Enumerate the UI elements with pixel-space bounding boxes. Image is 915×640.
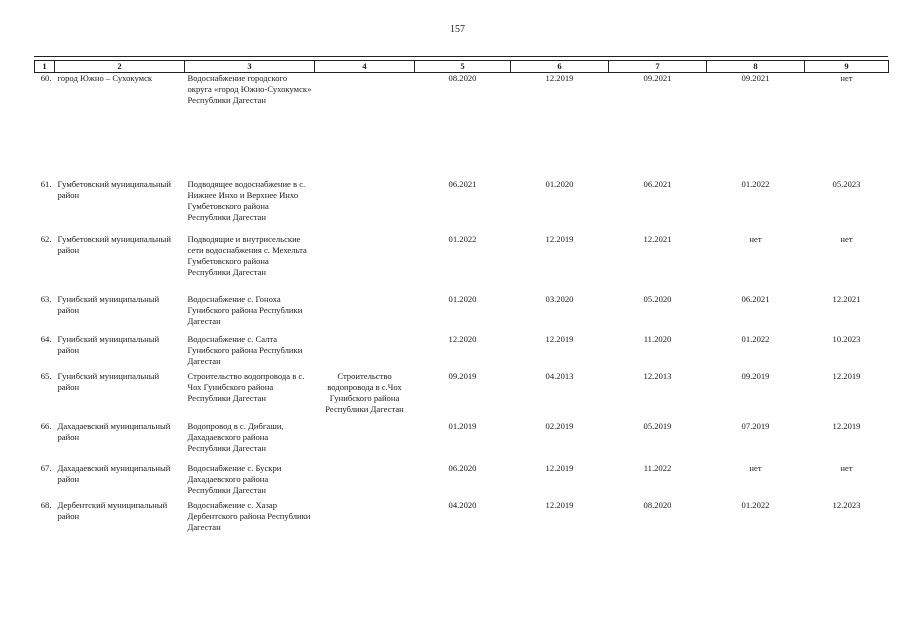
related-project-cell [315, 179, 415, 234]
date-cell: 09.2021 [643, 73, 672, 83]
municipality-cell: Гунибский муниципальный район [57, 293, 160, 315]
project-cell: Водоснабжение с. Бускри Дахадаевского района Республики Дагестан [187, 462, 282, 495]
date-cell: 01.2022 [741, 333, 770, 344]
table-row [35, 421, 889, 463]
date-cell: 12.2013 [643, 370, 672, 381]
date-cell: 12.2019 [545, 333, 574, 344]
date-cell: 06.2021 [643, 178, 672, 189]
table-row [35, 463, 889, 500]
municipality-cell: Гумбетовский муниципальный район [57, 178, 171, 200]
row-number: 63. [40, 293, 52, 304]
date-cell: 09.2019 [741, 370, 770, 381]
row-number: 66. [40, 420, 52, 431]
table-row [35, 73, 889, 179]
date-cell: нет [840, 233, 853, 244]
date-cell: 03.2020 [545, 293, 574, 304]
date-cell: 12.2019 [832, 420, 861, 431]
date-cell: 08.2020 [448, 73, 477, 83]
table-row [35, 371, 889, 421]
table-row [35, 334, 889, 371]
row-number: 68. [40, 499, 52, 510]
date-cell: 12.2020 [448, 333, 477, 344]
top-rule [34, 56, 888, 57]
project-cell: Водоснабжение с. Гоноха Гунибского района Республики Дагестан [187, 293, 303, 326]
column-header: 7 [609, 61, 707, 73]
date-cell: 07.2019 [741, 420, 770, 431]
date-cell: 08.2020 [643, 499, 672, 510]
row-number: 60. [40, 73, 52, 83]
related-project-cell [315, 500, 415, 540]
municipality-cell: город Южно – Сухокумск [57, 73, 153, 83]
date-cell: нет [840, 73, 853, 83]
table-row [35, 500, 889, 540]
project-cell: Подводящие и внутрисельские сети водоснабжения с. Мехельта Гумбетовского района Республики Дагестан [187, 233, 307, 277]
project-cell: Водоснабжение городского округа «город Южно-Сухокумск» Республики Дагестан [187, 73, 312, 105]
date-cell: нет [749, 462, 762, 473]
row-number: 61. [40, 178, 52, 189]
date-cell: нет [840, 462, 853, 473]
project-cell: Водоснабжение с. Салта Гунибского района Республики Дагестан [187, 333, 303, 366]
date-cell: 12.2021 [643, 233, 672, 244]
date-cell: 12.2019 [545, 233, 574, 244]
municipality-cell: Дахадаевский муниципальный район [57, 462, 171, 484]
table-row [35, 294, 889, 334]
column-header: 6 [511, 61, 609, 73]
date-cell: 05.2020 [643, 293, 672, 304]
date-cell: 01.2022 [741, 178, 770, 189]
column-header: 9 [805, 61, 889, 73]
date-cell: 12.2019 [545, 462, 574, 473]
municipality-cell: Гумбетовский муниципальный район [57, 233, 171, 255]
municipality-cell: Дербентский муниципальный район [57, 499, 168, 521]
related-project-cell [315, 463, 415, 500]
project-cell: Водопровод в с. Дибгаши, Дахадаевского района Республики Дагестан [187, 420, 284, 453]
municipality-cell: Дахадаевский муниципальный район [57, 420, 171, 442]
date-cell: 12.2019 [545, 73, 574, 83]
related-project-cell [315, 421, 415, 463]
related-project-cell [315, 73, 415, 179]
date-cell: 04.2013 [545, 370, 574, 381]
date-cell: 05.2019 [643, 420, 672, 431]
related-project-cell [315, 294, 415, 334]
date-cell: 11.2022 [643, 462, 672, 473]
row-number: 67. [40, 462, 52, 473]
column-header: 4 [315, 61, 415, 73]
date-cell: 12.2023 [832, 499, 861, 510]
column-header: 3 [185, 61, 315, 73]
related-project-cell: Строительство водопровода в с.Чох Гунибского района Республики Дагестан [325, 370, 404, 414]
row-number: 65. [40, 370, 52, 381]
row-number: 62. [40, 233, 52, 244]
municipality-cell: Гунибский муниципальный район [57, 370, 160, 392]
project-cell: Строительство водопровода в с. Чох Гунибского района Республики Дагестан [187, 370, 305, 403]
date-cell: 01.2022 [448, 233, 477, 244]
date-cell: 12.2021 [832, 293, 861, 304]
date-cell: 01.2019 [448, 420, 477, 431]
page-number: 157 [450, 24, 465, 35]
date-cell: 01.2022 [741, 499, 770, 510]
date-cell: 09.2021 [741, 73, 770, 83]
date-cell: 12.2019 [545, 499, 574, 510]
date-cell: 06.2021 [448, 178, 477, 189]
row-number: 64. [40, 333, 52, 344]
date-cell: 01.2020 [545, 178, 574, 189]
date-cell: 10.2023 [832, 333, 861, 344]
column-header: 5 [415, 61, 511, 73]
related-project-cell [315, 234, 415, 294]
project-cell: Подводящее водоснабжение в с. Нижнее Инхо и Верхнее Инхо Гумбетовского района Республики Дагестан [187, 178, 306, 222]
related-project-cell [315, 334, 415, 371]
investment-table [34, 60, 889, 540]
date-cell: 05.2023 [832, 178, 861, 189]
date-cell: нет [749, 233, 762, 244]
project-cell: Водоснабжение с. Хазар Дербентского района Республики Дагестан [187, 499, 311, 532]
column-header: 2 [55, 61, 185, 73]
column-header: 8 [707, 61, 805, 73]
date-cell: 04.2020 [448, 499, 477, 510]
date-cell: 02.2019 [545, 420, 574, 431]
table-row [35, 234, 889, 294]
date-cell: 06.2020 [448, 462, 477, 473]
table-row [35, 179, 889, 234]
date-cell: 11.2020 [643, 333, 672, 344]
header-row [35, 61, 889, 73]
date-cell: 09.2019 [448, 370, 477, 381]
municipality-cell: Гунибский муниципальный район [57, 333, 160, 355]
date-cell: 12.2019 [832, 370, 861, 381]
date-cell: 06.2021 [741, 293, 770, 304]
date-cell: 01.2020 [448, 293, 477, 304]
column-header: 1 [35, 61, 55, 73]
